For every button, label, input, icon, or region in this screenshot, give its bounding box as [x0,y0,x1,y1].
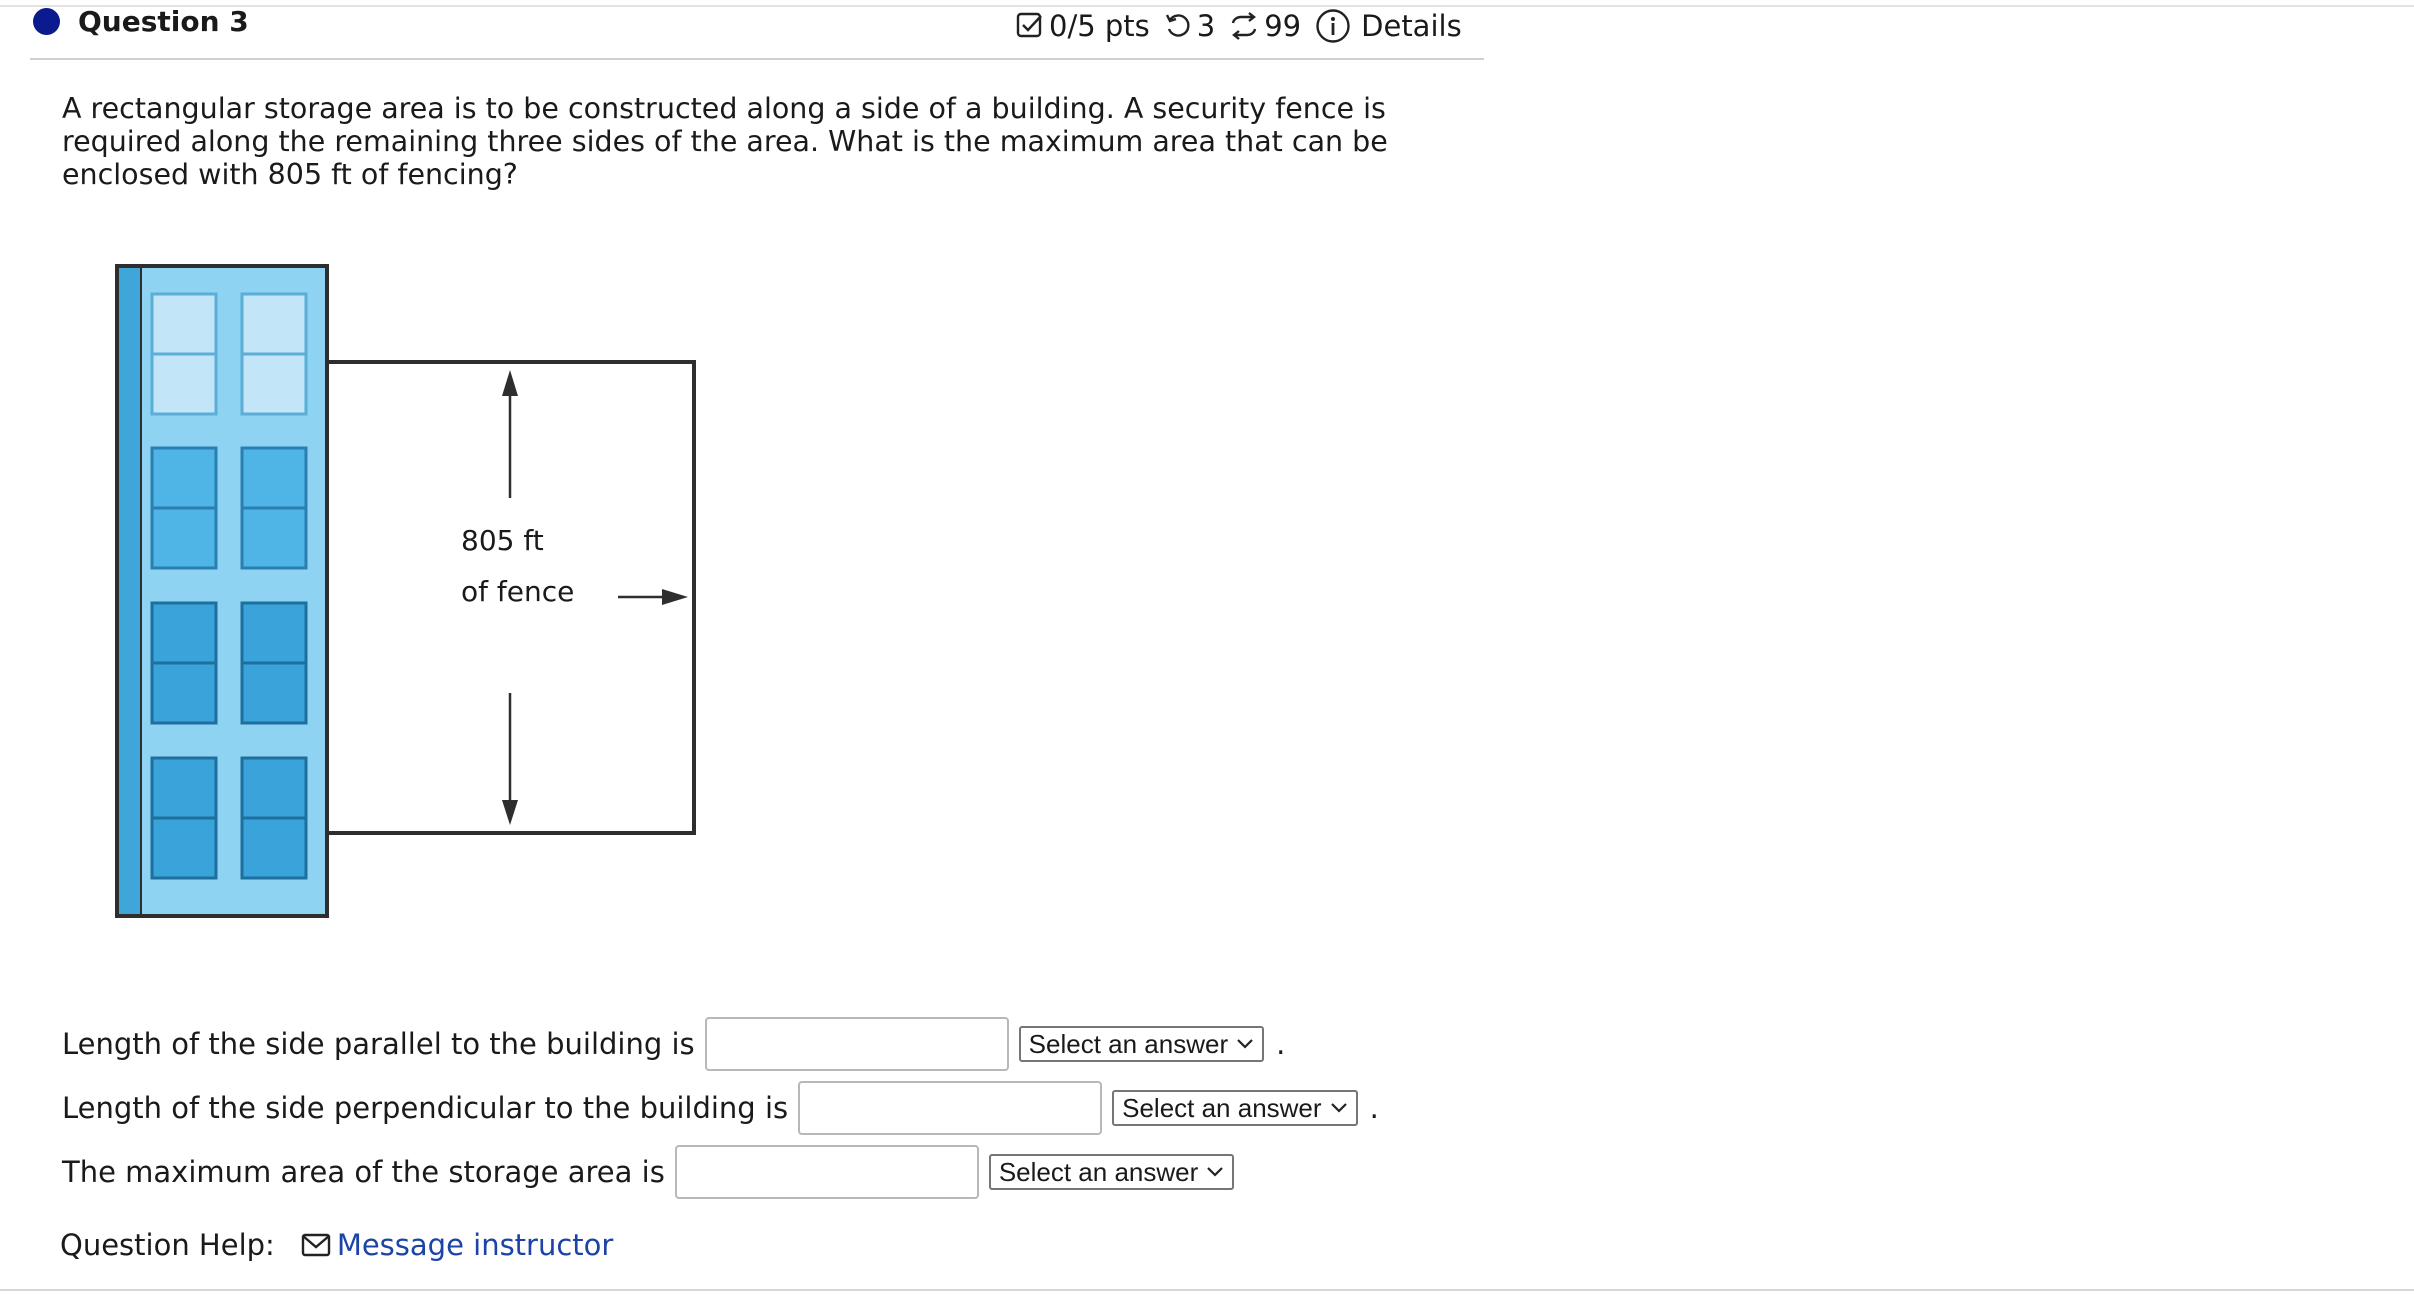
building [117,266,327,916]
answer-row-parallel [62,1015,1285,1073]
question-help [60,1228,613,1262]
answer-label-area: The maximum area of the storage area is [62,1155,665,1189]
retries-count: 3 [1196,9,1216,43]
answer-label-perpendicular: Length of the side perpendicular to the building is [62,1091,789,1125]
storage-area-diagram [110,258,710,928]
answer-period-perpendicular: . [1369,1091,1379,1125]
parallel-unit-select[interactable] [1019,1026,1264,1062]
diagram-label-fence: of fence [461,575,575,608]
question-title: Question 3 [78,5,249,38]
checkbox-score-icon [1016,12,1044,40]
perpendicular-unit-select[interactable] [1112,1090,1357,1126]
mail-icon[interactable] [301,1233,331,1257]
parallel-length-input[interactable] [705,1017,1009,1071]
parallel-unit-select-value: Select an answer [1028,1028,1229,1059]
area-unit-select[interactable] [989,1154,1234,1190]
attempts-count: 99 [1264,9,1302,43]
message-instructor-link[interactable]: Message instructor [336,1228,614,1262]
score-text: 0/5 pts [1049,9,1150,43]
chevron-down-icon [1236,1038,1254,1050]
area-unit-select-value: Select an answer [998,1156,1199,1187]
chevron-down-icon [1206,1166,1224,1178]
bottom-divider [0,1289,2414,1291]
attempts-icon [1229,12,1259,40]
diagram-label-length: 805 ft [461,524,544,557]
details-link[interactable]: Details [1361,9,1462,43]
retry-icon [1164,12,1192,40]
chevron-down-icon [1330,1102,1348,1114]
answer-row-area [62,1143,1234,1201]
perpendicular-unit-select-value: Select an answer [1122,1092,1322,1123]
question-help-label: Question Help: [60,1228,275,1262]
answer-period-parallel: . [1276,1027,1286,1061]
question-text: A rectangular storage area is to be constructed along a side of a building. A security fence is required along the remaining three sides of the area. What is the maximum area that can be enclosed with 805 ft of fencing? [62,92,1388,191]
max-area-input[interactable] [675,1145,979,1199]
header-divider [30,58,1484,60]
answer-row-perpendicular [62,1079,1379,1137]
answer-label-parallel: Length of the side parallel to the building is [62,1027,695,1061]
question-status-dot [33,8,60,35]
perpendicular-length-input[interactable] [798,1081,1102,1135]
info-icon[interactable] [1315,8,1351,44]
question-meta [1016,6,1462,46]
